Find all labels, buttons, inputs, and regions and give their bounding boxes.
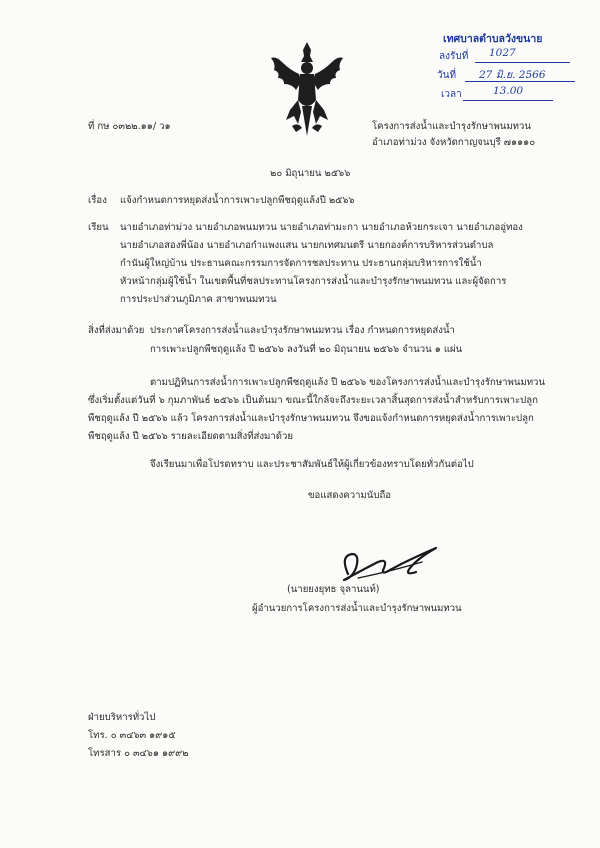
closing-regards: ขอแสดงความนับถือ xyxy=(308,490,392,501)
addressee-line: การประปาส่วนภูมิภาค สาขาพนมทวน xyxy=(120,294,277,305)
footer-fax: โทรสาร ๐ ๓๔๖๑ ๑๙๙๒ xyxy=(88,748,189,759)
garuda-emblem xyxy=(268,40,346,140)
body-line: พืชฤดูแล้ง ปี ๒๕๖๖ รายละเอียดตามสิ่งที่ส่งมาด้วย xyxy=(88,431,294,442)
document-date: ๒๐ มิถุนายน ๒๕๖๖ xyxy=(270,168,351,179)
addressee-line: นายอำเภอท่าม่วง นายอำเภอพนมทวน นายอำเภอท่ามะกา นายอำเภอห้วยกระเจา นายอำเภออู่ทอง xyxy=(120,222,523,233)
stamp-office: เทศบาลตำบลวังขนาย xyxy=(443,33,543,45)
enclosure-line: การเพาะปลูกพืชฤดูแล้ง ปี ๒๕๖๖ ลงวันที่ ๒๐ มิถุนายน ๒๕๖๖ จำนวน ๑ แผ่น xyxy=(150,344,463,355)
addressee-line: หัวหน้ากลุ่มผู้ใช้น้ำ ในเขตพื้นที่ชลประทานโครงการส่งน้ำและบำรุงรักษาพนมทวน และผู้จัดการ xyxy=(120,276,507,287)
signer-name: (นายยงยุทธ จุลานนท์) xyxy=(287,584,380,595)
footer-telephone: โทร. ๐ ๓๔๖๓ ๑๙๑๕ xyxy=(88,730,176,741)
signature-image xyxy=(318,538,448,586)
stamp-date-label: วันที่ xyxy=(437,70,457,81)
subject-text: แจ้งกำหนดการหยุดส่งน้ำการเพาะปลูกพืชฤดูแล้งปี ๒๕๖๖ xyxy=(120,195,355,206)
body-line: ซึ่งเริ่มตั้งแต่วันที่ ๖ กุมภาพันธ์ ๒๕๖๖ เป็นต้นมา ขณะนี้ใกล้จะถึงระยะเวลาสิ้นสุดการส่งน้ำสำหรับการเพาะปลูก xyxy=(88,395,538,406)
stamp-date-value: 27 มิ.ย. 2566 xyxy=(479,69,546,81)
footer-department: ฝ่ายบริหารทั่วไป xyxy=(88,712,156,723)
stamp-time-label: เวลา xyxy=(441,89,462,100)
subject-label: เรื่อง xyxy=(88,195,107,206)
signer-title: ผู้อำนวยการโครงการส่งน้ำและบำรุงรักษาพนมทวน xyxy=(252,603,462,614)
stamp-received-no: 1027 xyxy=(489,47,516,59)
sender-org-line1: โครงการส่งน้ำและบำรุงรักษาพนมทวน xyxy=(372,121,531,132)
stamp-received-label: ลงรับที่ xyxy=(439,51,469,62)
body-closing-line: จึงเรียนมาเพื่อโปรดทราบ และประชาสัมพันธ์ให้ผู้เกี่ยวข้องทราบโดยทั่วกันต่อไป xyxy=(150,459,474,470)
addressee-label: เรียน xyxy=(88,222,109,233)
stamp-time-value: 13.00 xyxy=(493,85,524,97)
enclosure-line: ประกาศโครงการส่งน้ำและบำรุงรักษาพนมทวน เรื่อง กำหนดการหยุดส่งน้ำ xyxy=(150,325,455,336)
body-line: ตามปฏิทินการส่งน้ำการเพาะปลูกพืชฤดูแล้ง ปี ๒๕๖๖ ของโครงการส่งน้ำและบำรุงรักษาพนมทวน xyxy=(150,377,546,388)
received-stamp xyxy=(437,30,577,106)
addressee-line: กำนันผู้ใหญ่บ้าน ประธานคณะกรรมการจัดการชลประทาน ประธานกลุ่มบริหารการใช้น้ำ xyxy=(120,258,482,269)
body-line: พืชฤดูแล้ง ปี ๒๕๖๖ แล้ว โครงการส่งน้ำและบำรุงรักษาพนมทวน จึงขอแจ้งกำหนดการหยุดส่งน้ำการเพาะปลูก xyxy=(88,413,534,424)
document-number: ที่ กษ ๐๓๒๒.๑๑/ ว๑ xyxy=(88,121,171,132)
sender-org-line2: อำเภอท่าม่วง จังหวัดกาญจนบุรี ๗๑๑๑๐ xyxy=(372,137,536,148)
stamp-underline xyxy=(463,100,553,101)
enclosure-label: สิ่งที่ส่งมาด้วย xyxy=(88,325,145,336)
addressee-line: นายอำเภอสองพี่น้อง นายอำเภอกำแพงแสน นายกเทศมนตรี นายกองค์การบริหารส่วนตำบล xyxy=(120,240,494,251)
stamp-underline xyxy=(475,62,570,63)
stamp-underline xyxy=(465,81,575,82)
